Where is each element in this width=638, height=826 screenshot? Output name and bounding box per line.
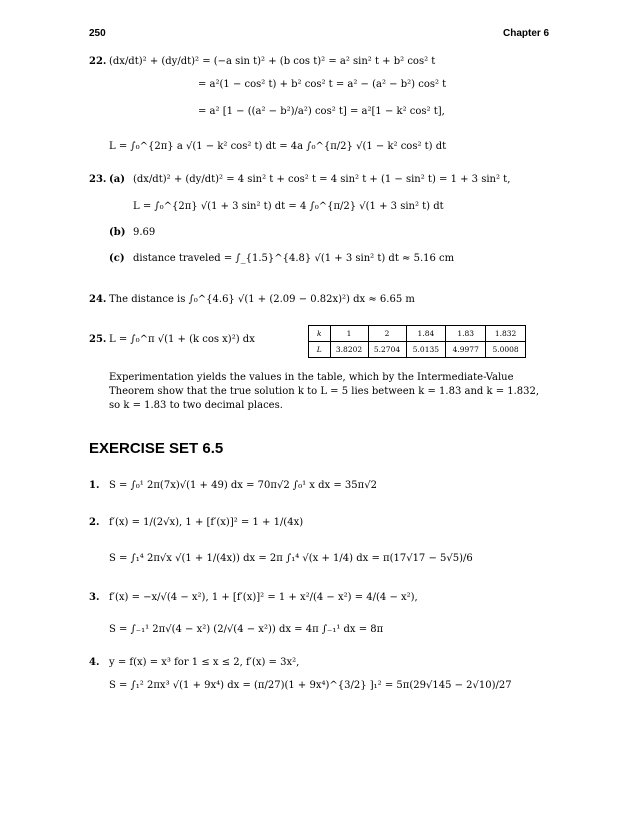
- table-cell: 5.0135: [406, 342, 446, 358]
- problem-25-formula: L = ∫₀^π √(1 + (k cos x)²) dx: [109, 334, 255, 345]
- exercise-4-number: 4.: [89, 657, 100, 668]
- exercise-2-line-2: S = ∫₁⁴ 2π√x √(1 + 1/(4x)) dx = 2π ∫₁⁴ √(x + 1/4) dx = π(17√17 − 5√5)/6: [109, 553, 473, 564]
- table-cell: 1: [330, 326, 368, 342]
- k-L-values-table: [308, 325, 526, 358]
- table-cell: L: [309, 342, 331, 358]
- problem-23-part-a-label: (a): [109, 174, 125, 185]
- problem-25-number: 25.: [89, 334, 107, 345]
- exercise-4-line-1: y = f(x) = x³ for 1 ≤ x ≤ 2, f′(x) = 3x²,: [109, 657, 300, 668]
- table-cell: 2: [368, 326, 406, 342]
- problem-22-line-4: L = ∫₀^{2π} a √(1 − k² cos² t) dt = 4a ∫₀^{π/2} √(1 − k² cos² t) dt: [109, 141, 447, 152]
- table-cell: 1.83: [446, 326, 486, 342]
- table-cell: 5.2704: [368, 342, 406, 358]
- exercise-2-line-1: f′(x) = 1/(2√x), 1 + [f′(x)]² = 1 + 1/(4x): [109, 517, 304, 528]
- section-title: EXERCISE SET 6.5: [89, 440, 224, 457]
- problem-23-part-a-line-2: L = ∫₀^{2π} √(1 + 3 sin² t) dt = 4 ∫₀^{π/2} √(1 + 3 sin² t) dt: [133, 201, 444, 212]
- problem-23-part-a-line-1: (dx/dt)² + (dy/dt)² = 4 sin² t + cos² t = 4 sin² t + (1 − sin² t) = 1 + 3 sin² t,: [133, 174, 511, 185]
- table-cell: 1.84: [406, 326, 446, 342]
- exercise-3-line-2: S = ∫₋₁¹ 2π√(4 − x²) (2/√(4 − x²)) dx = 4π ∫₋₁¹ dx = 8π: [109, 624, 384, 635]
- chapter-label: Chapter 6: [503, 28, 550, 39]
- table-cell: 1.832: [486, 326, 526, 342]
- problem-24-text: The distance is ∫₀^{4.6} √(1 + (2.09 − 0.82x)²) dx ≈ 6.65 m: [109, 294, 415, 305]
- table-cell: 3.8202: [330, 342, 368, 358]
- table-row-k: [309, 326, 526, 342]
- exercise-3-number: 3.: [89, 592, 100, 603]
- table-row-L: [309, 342, 526, 358]
- problem-25-explanation: Experimentation yields the values in the table, which by the Intermediate-Value Theorem show that the true solution k to L = 5 lies between k = 1.83 and k = 1.832, so k = 1.83 to two decimal places.: [109, 372, 540, 411]
- problem-23-part-b-label: (b): [109, 227, 126, 238]
- table-cell: k: [309, 326, 331, 342]
- exercise-1-text: S = ∫₀¹ 2π(7x)√(1 + 49) dx = 70π√2 ∫₀¹ x dx = 35π√2: [109, 480, 377, 491]
- problem-22-line-2: = a²(1 − cos² t) + b² cos² t = a² − (a² − b²) cos² t: [198, 79, 447, 90]
- exercise-1-number: 1.: [89, 480, 100, 491]
- problem-23-part-c-label: (c): [109, 253, 125, 264]
- problem-23-part-b-answer: 9.69: [133, 227, 156, 238]
- problem-24-number: 24.: [89, 294, 107, 305]
- problem-23-number: 23.: [89, 174, 107, 185]
- exercise-4-line-2: S = ∫₁² 2πx³ √(1 + 9x⁴) dx = (π/27)(1 + 9x⁴)^{3/2} ]₁² = 5π(29√145 − 2√10)/27: [109, 680, 512, 691]
- exercise-2-number: 2.: [89, 517, 100, 528]
- problem-22-line-3: = a² [1 − ((a² − b²)/a²) cos² t] = a²[1 − k² cos² t],: [198, 106, 445, 117]
- page-number: 250: [89, 28, 106, 39]
- exercise-3-line-1: f′(x) = −x/√(4 − x²), 1 + [f′(x)]² = 1 + x²/(4 − x²) = 4/(4 − x²),: [109, 592, 418, 603]
- table-cell: 5.0008: [486, 342, 526, 358]
- problem-22-line-1: (dx/dt)² + (dy/dt)² = (−a sin t)² + (b cos t)² = a² sin² t + b² cos² t: [109, 56, 436, 67]
- table-cell: 4.9977: [446, 342, 486, 358]
- problem-22-number: 22.: [89, 56, 107, 67]
- problem-23-part-c-answer: distance traveled = ∫_{1.5}^{4.8} √(1 + 3 sin² t) dt ≈ 5.16 cm: [133, 253, 455, 264]
